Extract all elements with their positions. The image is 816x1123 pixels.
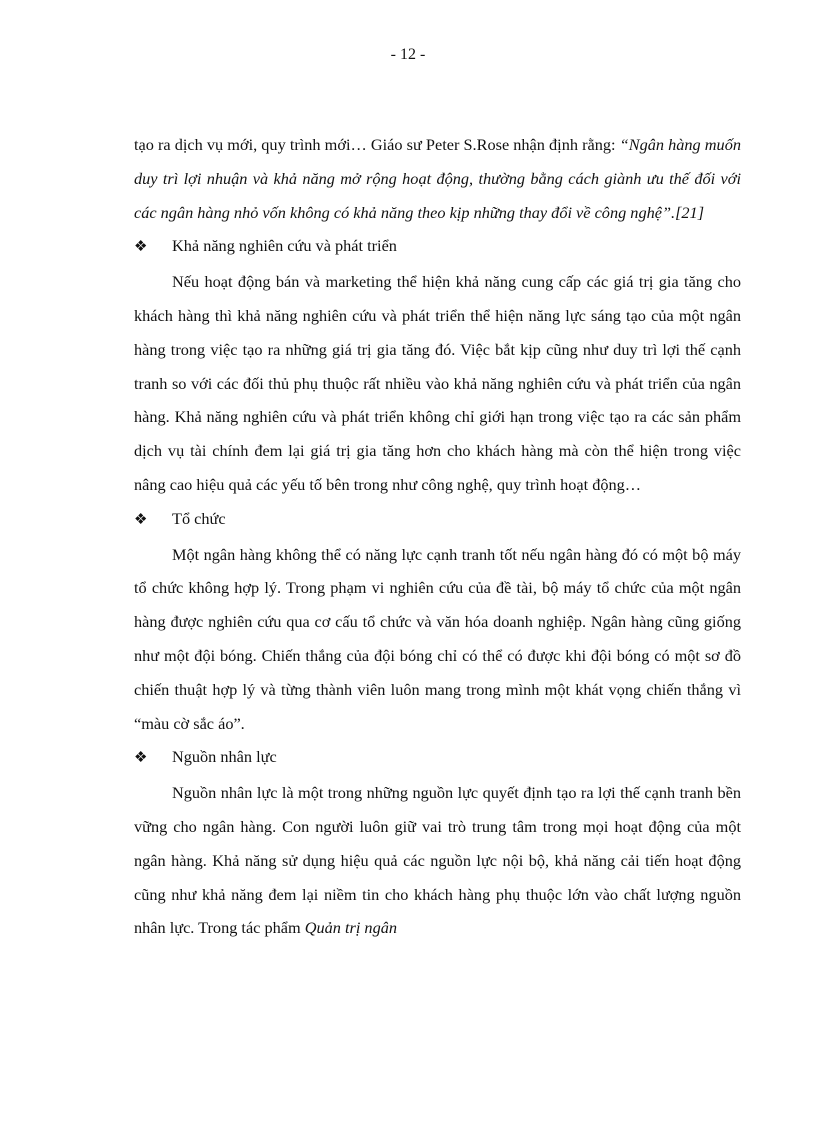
page-number: - 12 -: [390, 46, 426, 63]
section-paragraph-organization: Một ngân hàng không thể có năng lực cạnh tranh tốt nếu ngân hàng đó có một bộ máy tổ chức không hợp lý. Trong phạm vi nghiên cứu của đề tài, bộ máy tổ chức của một ngân hàng được nghiên cứu qua cơ cấu tổ chức và văn hóa doanh nghiệp. Ngân hàng cũng giống như một đội bóng. Chiến thắng của đội bóng chỉ có thể có được khi đội bóng có một sơ đồ chiến thuật hợp lý và từng thành viên luôn mang trong mình một khát vọng chiến thắng vì “màu cờ sắc áo”.: [134, 544, 741, 733]
section-heading-research: [134, 229, 741, 265]
section-heading-text: Khả năng nghiên cứu và phát triển: [172, 236, 397, 256]
section-paragraph-human-resources: [134, 776, 741, 945]
section-heading-text: Tổ chức: [172, 508, 226, 528]
section-heading-organization: [134, 502, 741, 538]
section-heading-text: Nguồn nhân lực: [172, 747, 277, 767]
diamond-bullet-icon: ❖: [134, 511, 148, 528]
book-title-italic: Quản trị ngân: [304, 918, 397, 938]
section-paragraph-research: Nếu hoạt động bán và marketing thể hiện khả năng cung cấp các giá trị gia tăng cho khách hàng thì khả năng nghiên cứu và phát triển thể hiện năng lực sáng tạo của một ngân hàng trong việc tạo ra những giá trị gia tăng đó. Việc bắt kịp cũng như duy trì lợi thế cạnh tranh so với các đối thủ phụ thuộc rất nhiều vào khả năng nghiên cứu và phát triển của ngân hàng. Khả năng nghiên cứu và phát triển không chỉ giới hạn trong việc tạo ra các sản phẩm dịch vụ tài chính đem lại giá trị gia tăng hơn cho khách hàng mà còn thể hiện trong việc nâng cao hiệu quả các yếu tố bên trong như công nghệ, quy trình hoạt động…: [134, 272, 741, 494]
section-heading-human-resources: [134, 740, 741, 776]
intro-quote: “Ngân hàng muốn duy trì lợi nhuận và khả năng mở rộng hoạt động, thường bằng cách giành ưu thế đối với các ngân hàng nhỏ vốn không có khả năng theo kịp những thay đổi về công nghệ”.[21]: [134, 135, 741, 222]
intro-text: tạo ra dịch vụ mới, quy trình mới… Giáo sư Peter S.Rose nhận định rằng:: [134, 135, 620, 154]
intro-paragraph: [134, 128, 741, 229]
diamond-bullet-icon: ❖: [134, 750, 148, 767]
section-paragraph-text: Nguồn nhân lực là một trong những nguồn lực quyết định tạo ra lợi thế cạnh tranh bền vững cho ngân hàng. Con người luôn giữ vai trò trung tâm trong mọi hoạt động của một ngân hàng. Khả năng sử dụng hiệu quả các nguồn lực nội bộ, khả năng cải tiến hoạt động cũng như khả năng đem lại niềm tin cho khách hàng phụ thuộc lớn vào chất lượng nguồn nhân lực. Trong tác phẩm: [134, 783, 741, 938]
diamond-bullet-icon: ❖: [134, 239, 148, 256]
document-body: [134, 128, 741, 945]
